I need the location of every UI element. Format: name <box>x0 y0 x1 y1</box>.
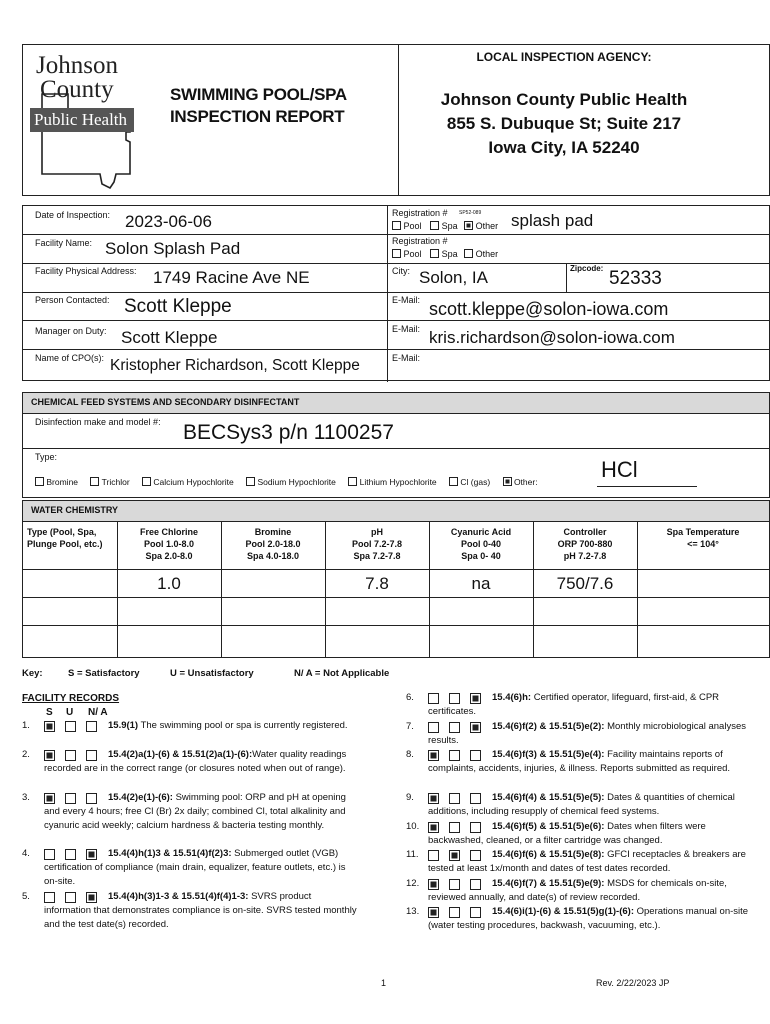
record-number: 3. <box>22 792 30 803</box>
water-section-title: WATER CHEMISTRY <box>23 501 769 521</box>
col-header-spa-temperature <box>637 526 769 550</box>
registration-type-1 <box>392 221 498 231</box>
record-description <box>428 791 754 819</box>
record-code: 15.4(6)h: <box>492 692 532 703</box>
record-item <box>22 791 360 851</box>
record-code: 15.4(6)f(5) & 15.51(5)e(6): <box>492 821 605 832</box>
city-field[interactable]: Solon, IA <box>419 268 488 287</box>
record-description <box>428 748 754 776</box>
registration-label-2: Registration # <box>392 236 448 246</box>
address-label: Facility Physical Address: <box>35 266 137 276</box>
record-code: 15.4(6)f(2) & 15.51(5)e(2): <box>492 721 605 732</box>
registration-label: Registration # <box>392 208 448 218</box>
col-header-line: Pool 0-40 <box>460 539 501 549</box>
reg1-other-checkbox[interactable] <box>464 221 473 230</box>
email-label-2: E-Mail: <box>392 324 421 334</box>
row1-free-chlorine-cell[interactable]: 1.0 <box>157 574 181 593</box>
record-text: Submerged outlet (VGB) certification of compliance (main drain, equalizer, feature outlets, etc.) is on-site. <box>44 848 346 888</box>
col-header-line: ORP 700-880 <box>557 539 613 549</box>
record-number: 8. <box>406 749 414 760</box>
record-text: Dates when filters were backwashed, cleaned, or a filter cartridge was changed. <box>428 821 706 847</box>
record-code: 15.4(6)i(1)-(6) & 15.51(5)g(1)-(6): <box>492 906 634 917</box>
record-number: 1. <box>22 720 30 731</box>
reg2-other-label: Other <box>475 249 499 259</box>
col-header-line: Controller <box>563 527 607 537</box>
reg2-pool-checkbox[interactable] <box>392 249 401 258</box>
trichlor-checkbox[interactable] <box>90 477 99 486</box>
rule <box>387 234 769 235</box>
record-description <box>428 905 754 933</box>
rule <box>23 263 769 264</box>
rule <box>23 320 769 321</box>
record-description <box>44 791 360 834</box>
col-header-cyanuric-acid <box>429 526 533 562</box>
record-number: 7. <box>406 721 414 732</box>
col-header-line: pH 7.2-7.8 <box>563 551 607 561</box>
satisfactory-head: S <box>46 707 53 718</box>
zip-divider <box>566 263 567 292</box>
sodium-hypochlorite-checkbox[interactable] <box>246 477 255 486</box>
row1-ph-cell[interactable]: 7.8 <box>365 574 389 593</box>
key-satisfactory: S = Satisfactory <box>68 668 140 679</box>
rule <box>23 234 387 235</box>
manager-label: Manager on Duty: <box>35 326 107 336</box>
agency-label: LOCAL INSPECTION AGENCY: <box>476 50 652 64</box>
record-number: 12. <box>406 878 420 889</box>
city-label: City: <box>392 266 410 276</box>
col-header-line: Spa 4.0-18.0 <box>246 551 300 561</box>
record-description <box>44 748 360 776</box>
record-text: Swimming pool: ORP and pH at opening and every 4 hours; free Cl (Br) 2x daily; combined Cl, total alkalinity and cyanuric acid weekly; calcium hardness & bacteria testing monthly. <box>44 792 346 832</box>
bromine-checkbox[interactable] <box>35 477 44 486</box>
record-code: 15.4(6)f(3) & 15.51(5)e(4): <box>492 749 605 760</box>
record-number: 5. <box>22 891 30 902</box>
records-title: FACILITY RECORDS <box>22 693 120 704</box>
lithium-hypochlorite-checkbox[interactable] <box>348 477 357 486</box>
lithium-hypochlorite-label: Lithium Hypochlorite <box>359 477 437 487</box>
registration-type-2 <box>392 249 498 259</box>
email-field-2[interactable]: kris.richardson@solon-iowa.com <box>429 328 675 347</box>
col-header-line: Type (Pool, Spa, <box>27 527 97 537</box>
cpo-label: Name of CPO(s): <box>35 353 105 363</box>
facility-name-label: Facility Name: <box>35 238 93 248</box>
record-description <box>428 720 754 748</box>
col-header-line: Bromine <box>254 527 292 537</box>
key-not-applicable: N/ A = Not Applicable <box>294 668 390 679</box>
record-description <box>428 848 754 876</box>
other-type-label: Other: <box>513 477 538 487</box>
rule <box>23 597 769 598</box>
col-header-ph <box>325 526 429 562</box>
record-description <box>44 719 360 733</box>
reg1-other-label: Other <box>475 221 499 231</box>
email-label-1: E-Mail: <box>392 295 421 305</box>
sodium-hypochlorite-label: Sodium Hypochlorite <box>257 477 336 487</box>
agency-street: 855 S. Dubuque St; Suite 217 <box>446 114 682 133</box>
record-description <box>44 847 360 890</box>
record-text: SVRS product information that demonstrates compliance is on-site. SVRS tested monthly and the test date(s) recorded. <box>44 891 357 931</box>
rule <box>23 292 769 293</box>
record-code: 15.4(6)f(6) & 15.51(5)e(8): <box>492 849 605 860</box>
record-code: 15.4(2)a(1)-(6) & 15.51(2)a(1)-(6): <box>108 749 253 760</box>
key-unsatisfactory: U = Unsatisfactory <box>170 668 254 679</box>
reg2-pool-label: Pool <box>403 249 422 259</box>
record-text: Water quality readings recorded are in the correct range (or closures noted when out of range). <box>44 749 347 775</box>
reg1-other-field[interactable]: splash pad <box>511 211 594 230</box>
address-field[interactable]: 1749 Racine Ave NE <box>153 268 310 287</box>
record-text: GFCI receptacles & breakers are tested at least 1x/month and dates of test dates recorded. <box>428 849 746 875</box>
not-applicable-head: N/ A <box>88 707 108 718</box>
other-type-checkbox[interactable] <box>503 477 512 486</box>
record-number: 11. <box>406 849 419 860</box>
col-header-bromine <box>221 526 325 562</box>
record-number: 9. <box>406 792 414 803</box>
report-title-line-2: INSPECTION REPORT <box>170 107 345 126</box>
zip-label: Zipcode: <box>570 264 604 273</box>
contact-field[interactable]: Scott Kleppe <box>124 296 232 317</box>
reg2-spa-label: Spa <box>441 249 458 259</box>
county-logo <box>30 50 138 192</box>
record-code: 15.9(1) <box>108 720 139 731</box>
col-header-line: Plunge Pool, etc.) <box>27 539 103 549</box>
rule <box>23 448 769 449</box>
col-header-line: Pool 1.0-8.0 <box>143 539 195 549</box>
record-item <box>22 890 360 950</box>
agency-name: Johnson County Public Health <box>440 90 688 109</box>
record-text: MSDS for chemicals on-site, reviewed annually, and date(s) of review recorded. <box>428 878 727 904</box>
reg1-spa-label: Spa <box>441 221 458 231</box>
col-header-line: Spa 7.2-7.8 <box>353 551 401 561</box>
disinfectant-type-options <box>35 477 538 487</box>
facility-name-field[interactable]: Solon Splash Pad <box>105 239 241 258</box>
agency-city: Iowa City, IA 52240 <box>488 138 640 157</box>
record-number: 13. <box>406 906 420 917</box>
report-title-line-1: SWIMMING POOL/SPA <box>170 85 347 104</box>
reg1-pool-checkbox[interactable] <box>392 221 401 230</box>
col-header-line: pH <box>371 527 383 537</box>
reg1-pool-label: Pool <box>403 221 422 231</box>
col-header-controller <box>533 526 637 562</box>
rule <box>23 413 769 414</box>
record-number: 10. <box>406 821 420 832</box>
type-label: Type: <box>35 452 58 462</box>
logo-line-2: County <box>40 76 114 103</box>
agency-address <box>400 88 728 160</box>
col-header-line: Cyanuric Acid <box>450 527 512 537</box>
record-description <box>428 691 754 719</box>
reg1-spa-checkbox[interactable] <box>430 221 439 230</box>
date-label: Date of Inspection: <box>35 210 111 220</box>
reg2-spa-checkbox[interactable] <box>430 249 439 258</box>
date-field[interactable]: 2023-06-06 <box>125 212 212 231</box>
record-code: 15.4(4)h(3)1-3 & 15.51(4)f(4)1-3: <box>108 891 249 902</box>
other-type-underline <box>597 486 697 487</box>
bromine-label: Bromine <box>46 477 79 487</box>
disinfection-make-field[interactable]: BECSys3 p/n 1100257 <box>183 421 394 444</box>
email-label-3: E-Mail: <box>392 353 421 363</box>
record-item <box>406 905 754 965</box>
trichlor-label: Trichlor <box>101 477 130 487</box>
header-divider <box>398 44 399 196</box>
revision-note: Rev. 2/22/2023 JP <box>596 978 670 988</box>
record-text: Facility maintains reports of complaints, accidents, injuries, & illness. Reports submitted as required. <box>428 749 731 775</box>
col-header-line: Free Chlorine <box>139 527 198 537</box>
col-header-line: Spa Temperature <box>666 527 740 537</box>
contact-label: Person Contacted: <box>35 295 110 305</box>
logo-line-3: Public Health <box>34 110 128 129</box>
other-type-field[interactable]: HCl <box>601 457 638 482</box>
water-chemistry-section <box>22 500 770 658</box>
row1-cyanuric-acid-cell[interactable]: na <box>471 574 491 593</box>
col-header-line: Spa 2.0-8.0 <box>145 551 193 561</box>
record-description <box>428 877 754 905</box>
manager-field[interactable]: Scott Kleppe <box>121 328 218 347</box>
cl-gas-checkbox[interactable] <box>449 477 458 486</box>
rule <box>23 625 769 626</box>
key-label: Key: <box>22 668 43 679</box>
cpo-field[interactable]: Kristopher Richardson, Scott Kleppe <box>110 357 360 374</box>
chemical-section-title: CHEMICAL FEED SYSTEMS AND SECONDARY DISINFECTANT <box>23 393 769 413</box>
record-code: 15.4(4)h(1)3 & 15.51(4)f(2)3: <box>108 848 232 859</box>
record-description <box>44 890 360 933</box>
record-text: Monthly microbiological analyses results. <box>428 721 746 747</box>
email-field-1[interactable]: scott.kleppe@solon-iowa.com <box>429 299 669 319</box>
record-text: Dates & quantities of chemical additions, including resupply of chemical feed systems. <box>428 792 735 818</box>
rule <box>23 521 769 522</box>
rule <box>23 569 769 570</box>
rule <box>23 349 769 350</box>
calcium-hypochlorite-label: Calcium Hypochlorite <box>153 477 234 487</box>
registration-number[interactable]: SP52-089 <box>459 210 482 216</box>
zip-field[interactable]: 52333 <box>609 268 662 289</box>
logo-line-1: Johnson <box>36 52 118 79</box>
record-text: The swimming pool or spa is currently registered. <box>138 720 348 731</box>
record-code: 15.4(6)f(7) & 15.51(5)e(9): <box>492 878 605 889</box>
col-header-free-chlorine <box>117 526 221 562</box>
report-title <box>170 84 347 128</box>
record-code: 15.4(6)f(4) & 15.51(5)e(5): <box>492 792 605 803</box>
record-text: Certified operator, lifeguard, first-aid, & CPR certificates. <box>428 692 720 718</box>
disinfection-make-label: Disinfection make and model #: <box>35 417 161 427</box>
record-text: Operations manual on-site (water testing procedures, backwash, vacuuming, etc.). <box>428 906 749 932</box>
unsatisfactory-head: U <box>66 707 74 718</box>
calcium-hypochlorite-checkbox[interactable] <box>142 477 151 486</box>
row1-controller-cell[interactable]: 750/7.6 <box>556 574 614 593</box>
col-header-line: Pool 2.0-18.0 <box>245 539 301 549</box>
col-header-type <box>27 526 115 550</box>
reg2-other-checkbox[interactable] <box>464 249 473 258</box>
cl-gas-label: Cl (gas) <box>460 477 491 487</box>
col-header-line: <= 104° <box>687 539 719 549</box>
facility-info-box <box>22 205 770 381</box>
info-divider <box>387 206 388 382</box>
col-header-line: Pool 7.2-7.8 <box>351 539 403 549</box>
col-header-line: Spa 0- 40 <box>461 551 501 561</box>
record-code: 15.4(2)e(1)-(6): <box>108 792 173 803</box>
page-number: 1 <box>381 978 387 988</box>
record-number: 6. <box>406 692 414 703</box>
chemical-feed-section <box>22 392 770 498</box>
record-description <box>428 820 754 848</box>
record-number: 2. <box>22 749 30 760</box>
record-number: 4. <box>22 848 30 859</box>
